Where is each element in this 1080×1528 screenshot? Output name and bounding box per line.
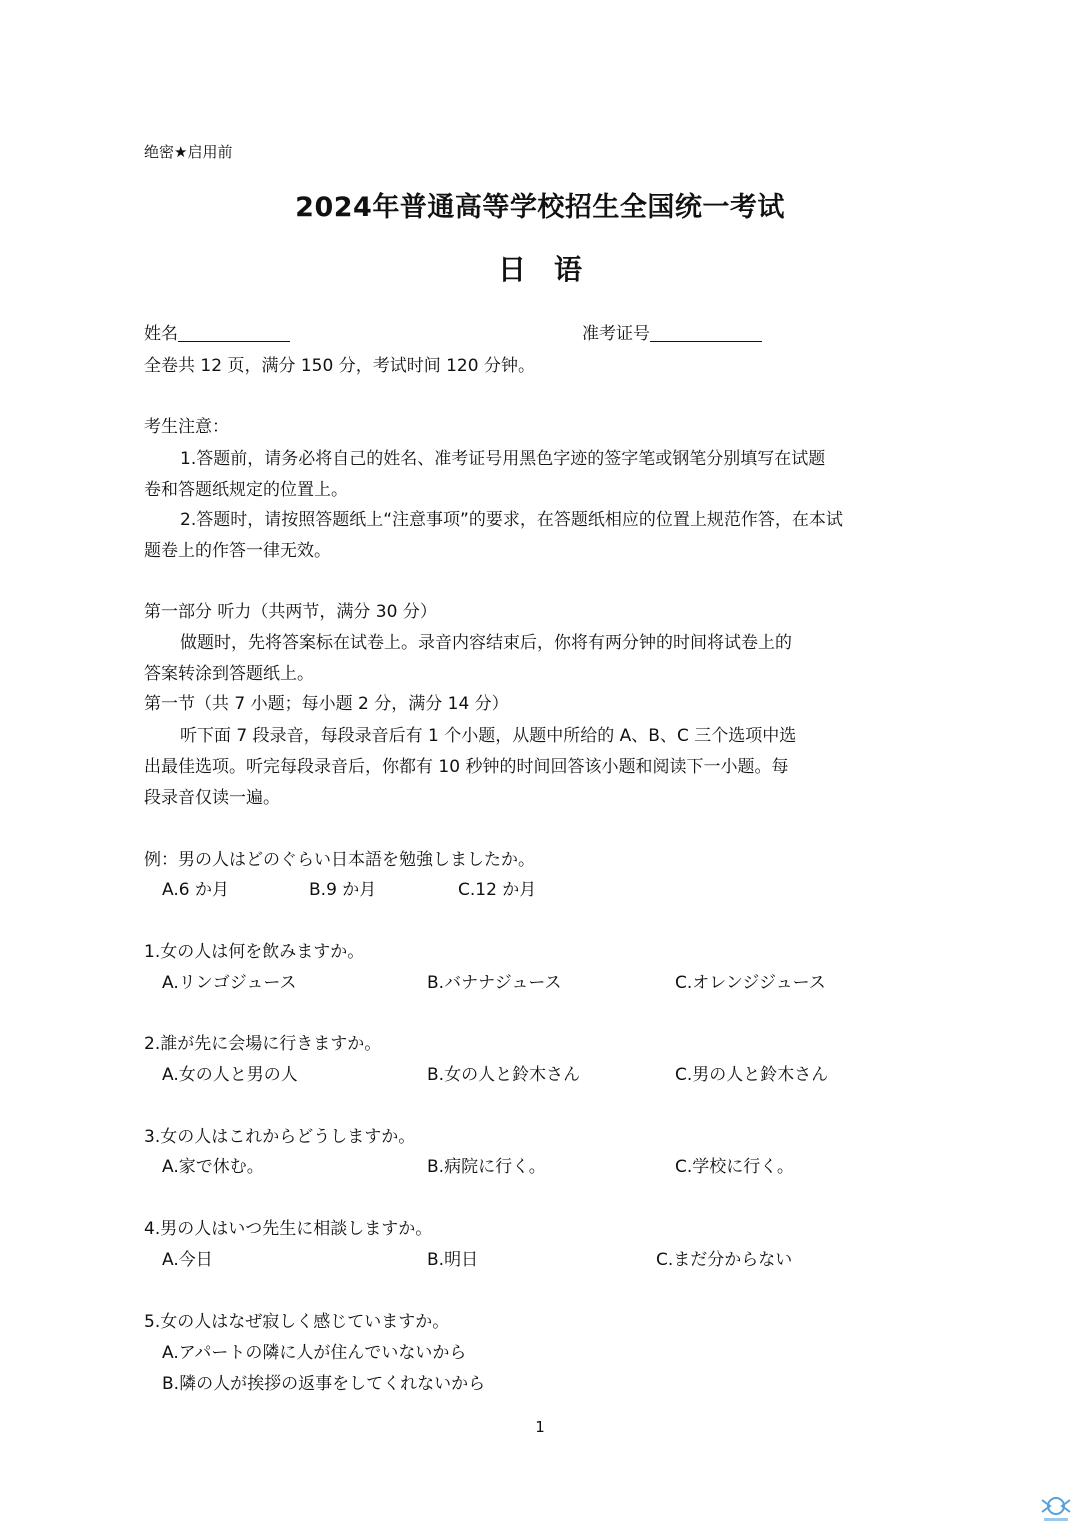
q2-option-c[interactable]: C.男の人と鈴木さん <box>675 1065 829 1085</box>
name-blank[interactable] <box>178 323 290 342</box>
question-3: 3.女の人はこれからどうしますか。 <box>144 1127 416 1147</box>
q2-option-b[interactable]: B.女の人と鈴木さん <box>427 1065 581 1085</box>
q2-option-a[interactable]: A.女の人と男の人 <box>162 1065 298 1085</box>
question-1: 1.女の人は何を飲みますか。 <box>144 942 365 962</box>
notice-item-1: 1.答题前，请务必将自己的姓名、准考证号用黑色字迹的签字笔或钢笔分别填写在试题 <box>180 449 826 469</box>
exam-title: 2024年普通高等学校招生全国统一考试 <box>295 192 785 223</box>
notice-item-1-cont: 卷和答题纸规定的位置上。 <box>144 480 348 500</box>
section1-heading: 第一节（共 7 小题；每小题 2 分，满分 14 分） <box>144 694 509 714</box>
watermark-logo-icon <box>1038 1494 1074 1524</box>
q3-option-c[interactable]: C.学校に行く。 <box>675 1157 794 1177</box>
q1-option-b[interactable]: B.バナナジュース <box>427 973 562 993</box>
notice-heading: 考生注意： <box>144 417 229 437</box>
part1-heading: 第一部分 听力（共两节，满分 30 分） <box>144 602 437 622</box>
q4-option-b[interactable]: B.明日 <box>427 1250 479 1270</box>
question-4: 4.男の人はいつ先生に相談しますか。 <box>144 1219 433 1239</box>
section1-instructions: 听下面 7 段录音，每段录音后有 1 个小题，从题中所给的 A、B、C 三个选项中选 <box>180 726 797 746</box>
notice-item-2-cont: 题卷上的作答一律无效。 <box>144 541 331 561</box>
name-label: 姓名 <box>144 324 178 344</box>
part1-intro: 做题时，先将答案标在试卷上。录音内容结束后，你将有两分钟的时间将试卷上的 <box>180 633 792 653</box>
exam-number-blank[interactable] <box>650 323 762 342</box>
section1-instructions-cont: 出最佳选项。听完每段录音后，你都有 10 秒钟的时间回答该小题和阅读下一小题。每 <box>144 757 789 777</box>
notice-item-2: 2.答题时，请按照答题纸上“注意事项”的要求，在答题纸相应的位置上规范作答，在本试 <box>180 510 843 530</box>
q1-option-c[interactable]: C.オレンジジュース <box>675 973 826 993</box>
q5-option-b[interactable]: B.隣の人が挨拶の返事をしてくれないから <box>162 1374 486 1394</box>
question-2: 2.誰が先に会場に行きますか。 <box>144 1034 382 1054</box>
question-5: 5.女の人はなぜ寂しく感じていますか。 <box>144 1312 450 1332</box>
q4-option-c[interactable]: C.まだ分からない <box>656 1250 793 1270</box>
part1-intro-cont: 答案转涂到答题纸上。 <box>144 664 314 684</box>
q3-option-a[interactable]: A.家で休む。 <box>162 1157 264 1177</box>
name-field[interactable] <box>144 322 290 346</box>
example-question: 例：男の人はどのぐらい日本語を勉強しましたか。 <box>144 850 535 870</box>
confidential-label: 绝密★启用前 <box>144 143 233 161</box>
page-number: 1 <box>535 1418 545 1436</box>
example-option-c[interactable]: C.12 か月 <box>458 880 537 900</box>
exam-info: 全卷共 12 页，满分 150 分，考试时间 120 分钟。 <box>144 356 535 376</box>
q3-option-b[interactable]: B.病院に行く。 <box>427 1157 546 1177</box>
exam-number-label: 准考证号 <box>582 324 650 344</box>
q5-option-a[interactable]: A.アパートの隣に人が住んでいないから <box>162 1343 467 1363</box>
example-option-a[interactable]: A.6 か月 <box>162 880 229 900</box>
example-option-b[interactable]: B.9 か月 <box>309 880 377 900</box>
section1-instructions-cont2: 段录音仅读一遍。 <box>144 788 280 808</box>
q1-option-a[interactable]: A.リンゴジュース <box>162 973 297 993</box>
q4-option-a[interactable]: A.今日 <box>162 1250 213 1270</box>
exam-number-field[interactable] <box>582 322 762 346</box>
subject-title: 日 语 <box>497 253 582 286</box>
